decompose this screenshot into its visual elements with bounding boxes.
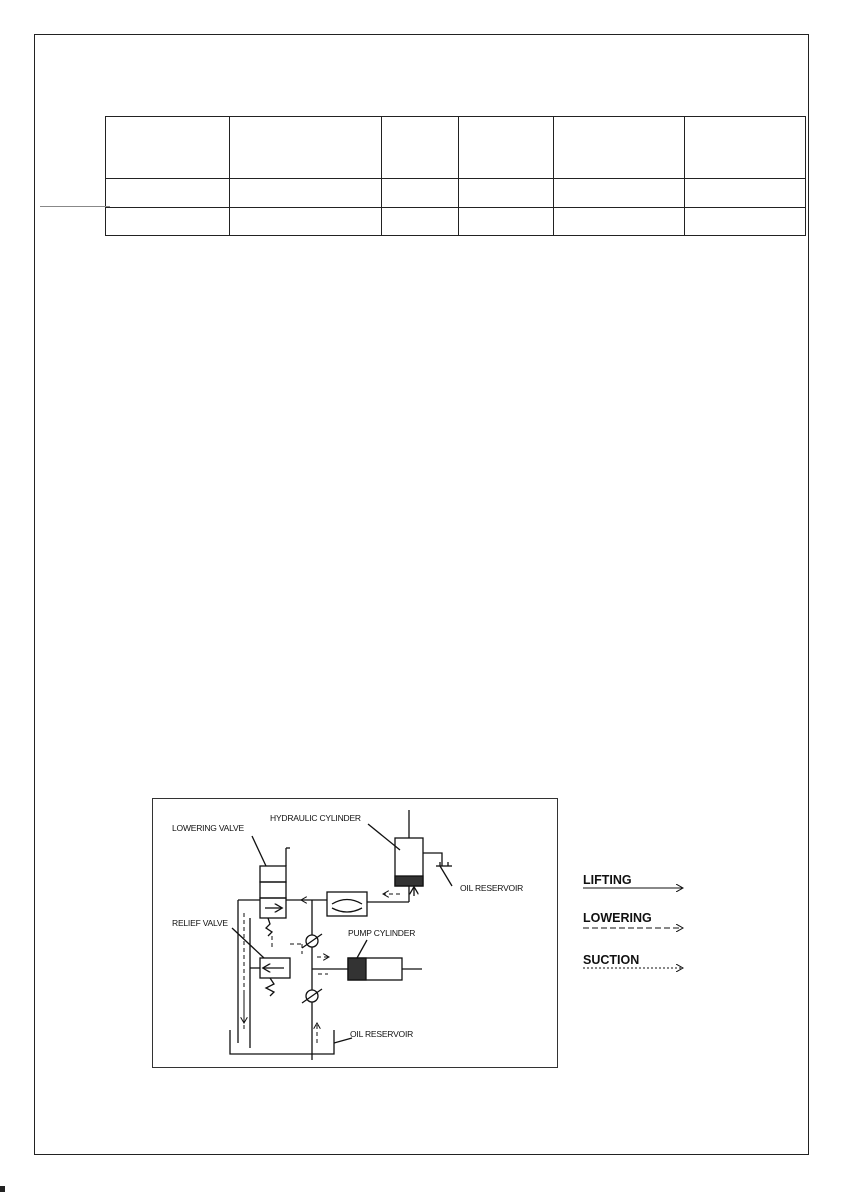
lowering-valve-symbol (260, 848, 290, 936)
oil-reservoir-bottom-symbol (230, 1030, 334, 1054)
hydraulic-schematic (152, 798, 558, 1068)
legend-item-lowering (583, 911, 682, 928)
table-cell (230, 208, 382, 236)
table-header-cell (230, 117, 382, 179)
flow-legend (580, 868, 690, 978)
legend-item-lifting (583, 873, 682, 888)
oil-reservoir-top-symbol (423, 853, 452, 866)
legend-label-suction: SUCTION (583, 953, 640, 967)
label-lowering-valve: LOWERING VALVE (172, 823, 244, 833)
label-hydraulic-cylinder: HYDRAULIC CYLINDER (270, 813, 361, 823)
legend-label-lifting: LIFTING (583, 873, 632, 887)
relief-valve-symbol (260, 958, 290, 996)
flow-control-curve (332, 908, 362, 912)
table-cell (459, 179, 554, 208)
label-pump-cylinder: PUMP CYLINDER (348, 928, 416, 938)
table-cell (230, 179, 382, 208)
table-header-cell (106, 117, 230, 179)
label-oil-reservoir-bottom: OIL RESERVOIR (350, 1029, 414, 1039)
table-cell (106, 179, 230, 208)
table-header-cell (459, 117, 554, 179)
table-cell (106, 208, 230, 236)
table-cell (554, 179, 685, 208)
scan-artifact-line (40, 206, 110, 207)
table-header-cell (685, 117, 806, 179)
table-cell (685, 208, 806, 236)
flow-control-curve (332, 900, 362, 905)
legend-item-suction (583, 953, 682, 968)
label-relief-valve: RELIEF VALVE (172, 918, 228, 928)
table-header-cell (382, 117, 459, 179)
table-header-cell (554, 117, 685, 179)
page-corner-mark (0, 1186, 5, 1192)
hydraulic-cylinder-symbol (395, 810, 423, 886)
spec-table (105, 116, 806, 236)
table-cell (382, 179, 459, 208)
legend-label-lowering: LOWERING (583, 911, 652, 925)
table-cell (382, 208, 459, 236)
label-oil-reservoir-top: OIL RESERVOIR (460, 883, 524, 893)
pump-cylinder-symbol (312, 958, 422, 980)
table-cell (459, 208, 554, 236)
table-header-row (106, 117, 806, 179)
table-row (106, 208, 806, 236)
table-cell (685, 179, 806, 208)
table-row (106, 179, 806, 208)
table-cell (554, 208, 685, 236)
